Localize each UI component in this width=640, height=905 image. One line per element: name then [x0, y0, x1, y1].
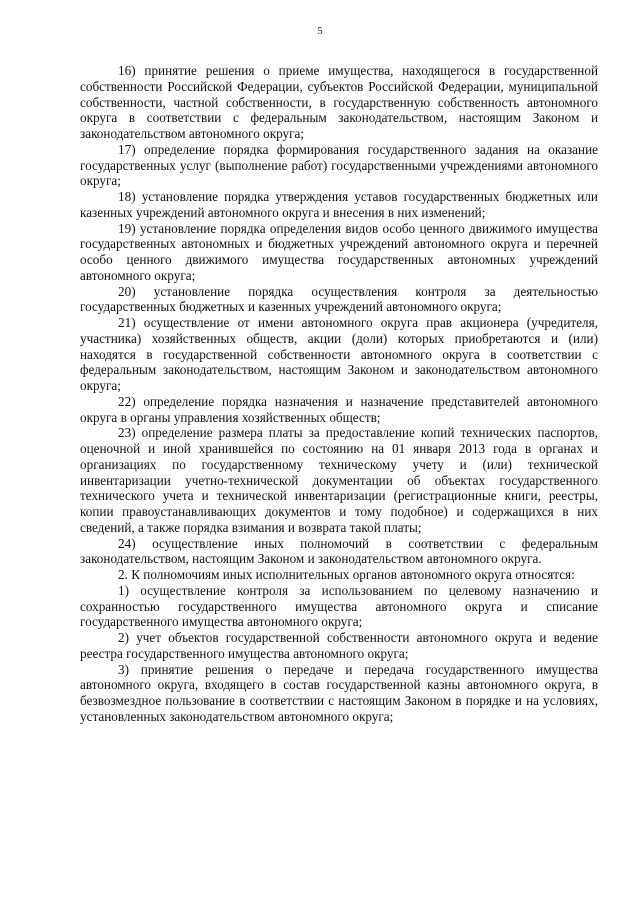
paragraph-item-22: 22) определение порядка назначения и назначение представителей автономного округа в органы управления хозяйственных обществ; — [80, 393, 598, 425]
section-2-item-1: 1) осуществление контроля за использованием по целевому назначению и сохранностью государственного имущества автономного округа и списание государственного имущества автономного округа; — [80, 582, 598, 630]
paragraph-item-20: 20) установление порядка осуществления контроля за деятельностью государственных бюджетных и казенных учреждений автономного округа; — [80, 283, 598, 315]
paragraph-item-18: 18) установление порядка утверждения уставов государственных бюджетных или казенных учреждений автономного округа и внесения в них изменений; — [80, 189, 598, 220]
paragraph-item-19: 19) установление порядка определения видов особо ценного движимого имущества государственных автономных и бюджетных учреждений автономного округа и перечней особо ценного движимого имущества государственных автономных учреждений автономного округа; — [80, 220, 598, 283]
section-2-item-3: 3) принятие решения о передаче и передача государственного имущества автономного округа, входящего в состав государственной казны автономного округа, в безвозмездное пользование в соответствии с настоящим Законом в порядке и на условиях, установленных законодательством автономного округа; — [80, 661, 598, 724]
paragraph-item-24: 24) осуществление иных полномочий в соответствии с федеральным законодательством, настоящим Законом и законодательством автономного округа. — [80, 535, 598, 567]
document-body — [80, 63, 598, 725]
page-number: 5 — [317, 26, 323, 37]
paragraph-item-21: 21) осуществление от имени автономного округа прав акционера (учредителя, участника) хозяйственных обществ, акции (доли) которых приобретаются и (или) находятся в государственной собственности автономного округа в соответствии с федеральным законодательством, настоящим Законом и законодательством автономного округа; — [80, 315, 598, 393]
paragraph-item-16: 16) принятие решения о приеме имущества, находящегося в государственной собственности Российской Федерации, субъектов Российской Федерации, муниципальной собственности, частной собственности, в государственную собственность автономного округа в соответствии с федеральным законодательством, настоящим Законом и законодательством автономного округа; — [80, 63, 598, 141]
paragraph-item-17: 17) определение порядка формирования государственного задания на оказание государственных услуг (выполнение работ) государственными учреждениями автономного округа; — [80, 141, 598, 189]
section-2-heading: 2. К полномочиям иных исполнительных органов автономного округа относятся: — [118, 567, 575, 582]
section-2-item-2: 2) учет объектов государственной собственности автономного округа и ведение реестра государственного имущества автономного округа; — [80, 630, 598, 661]
paragraph-item-23: 23) определение размера платы за предоставление копий технических паспортов, оценочной и иной хранившейся по состоянию на 01 января 2013 года в органах и организациях по государственному техническому учету и (или) технической инвентаризации учетно-технической документации об объектах государственного технического учета и технической инвентаризации (регистрационные книги, реестры, копии правоустанавливающих документов и тому подобное) и содержащихся в них сведений, а также порядка взимания и возврата такой платы; — [80, 425, 598, 535]
